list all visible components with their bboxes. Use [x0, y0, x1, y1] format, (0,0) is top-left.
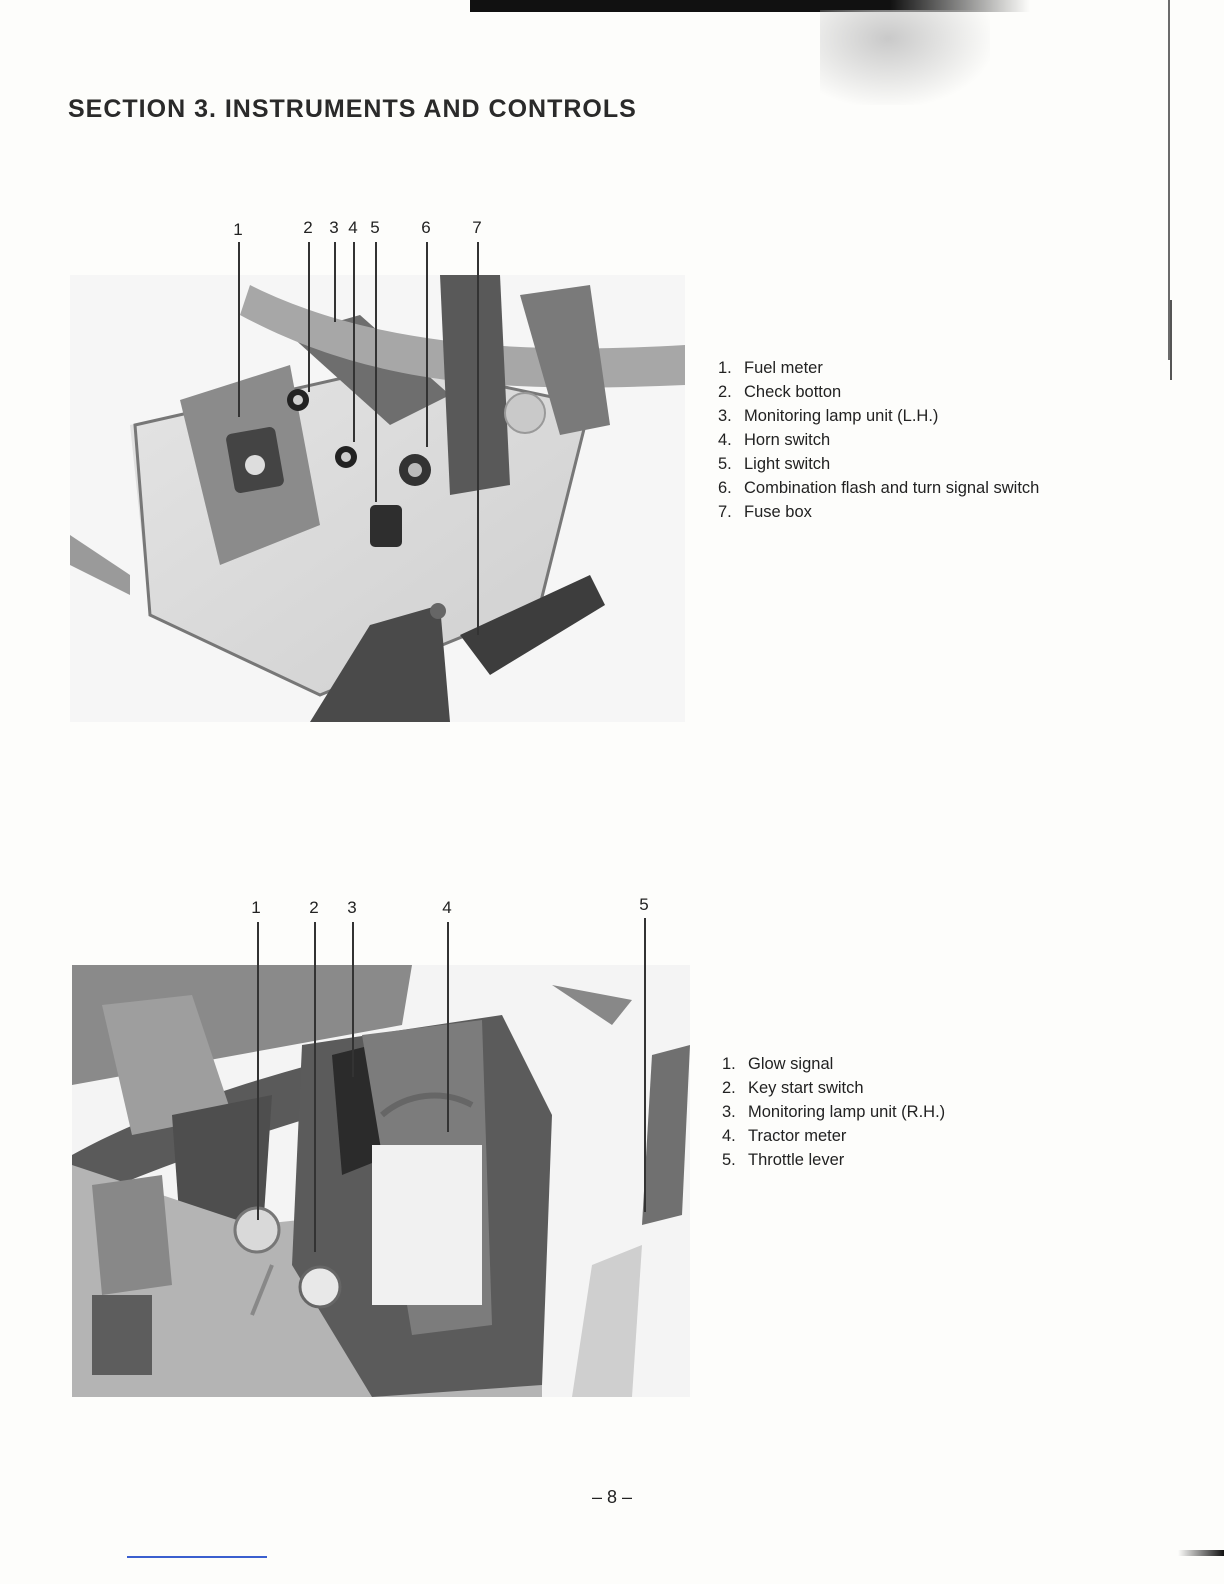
fig2-callout-2: 2 [309, 898, 319, 917]
page-number: – 8 – [591, 1487, 633, 1507]
fig1-leader-2 [308, 242, 310, 392]
figure1-legend [718, 356, 1039, 524]
fig2-leader-1 [257, 922, 259, 1220]
legend-item: 2. Key start switch [722, 1079, 864, 1097]
fig1-callout-3: 3 [329, 218, 339, 237]
legend-item: 4. Horn switch [718, 431, 831, 449]
legend-item: 1. Fuel meter [718, 359, 823, 377]
bottom-scan-mark [1178, 1550, 1224, 1556]
legend-item: 1. Glow signal [722, 1055, 834, 1073]
fig1-callout-7: 7 [472, 218, 482, 237]
fig2-callout-1: 1 [251, 898, 261, 917]
fig1-callout-2: 2 [303, 218, 313, 237]
fig2-leader-4 [447, 922, 449, 1132]
bottom-rule [127, 1556, 267, 1558]
legend-item: 3. Monitoring lamp unit (R.H.) [722, 1103, 946, 1121]
legend-item: 4. Tractor meter [722, 1127, 847, 1145]
fig2-callout-3: 3 [347, 898, 357, 917]
fig1-leader-4 [353, 242, 355, 442]
figure1-photo [70, 275, 685, 722]
legend-item: 5. Throttle lever [722, 1151, 845, 1169]
fig1-leader-6 [426, 242, 428, 447]
fig1-leader-7 [477, 242, 479, 635]
fig1-callout-4: 4 [348, 218, 358, 237]
fig1-leader-5 [375, 242, 377, 502]
legend-item: 6. Combination flash and turn signal switch [718, 479, 1040, 497]
fig1-leader-3 [334, 242, 336, 322]
fig1-callout-1: 1 [233, 220, 243, 239]
fig2-leader-5 [644, 918, 646, 1212]
legend-item: 2. Check botton [718, 383, 842, 401]
page-title: SECTION 3. INSTRUMENTS AND CONTROLS [68, 94, 637, 123]
top-scan-smudge [820, 10, 990, 105]
fig1-leader-1 [238, 242, 240, 417]
right-scan-edge-2 [1170, 300, 1172, 380]
legend-item: 3. Monitoring lamp unit (L.H.) [718, 407, 939, 425]
fig1-callout-6: 6 [421, 218, 431, 237]
fig2-callout-4: 4 [442, 898, 452, 917]
fig1-callout-5: 5 [370, 218, 380, 237]
fig2-leader-3 [352, 922, 354, 1077]
legend-item: 5. Light switch [718, 455, 831, 473]
fig2-leader-2 [314, 922, 316, 1252]
legend-item: 7. Fuse box [718, 503, 812, 521]
fig2-callout-5: 5 [639, 895, 649, 914]
figure2-legend [722, 1052, 945, 1172]
figure2-photo [72, 965, 690, 1397]
